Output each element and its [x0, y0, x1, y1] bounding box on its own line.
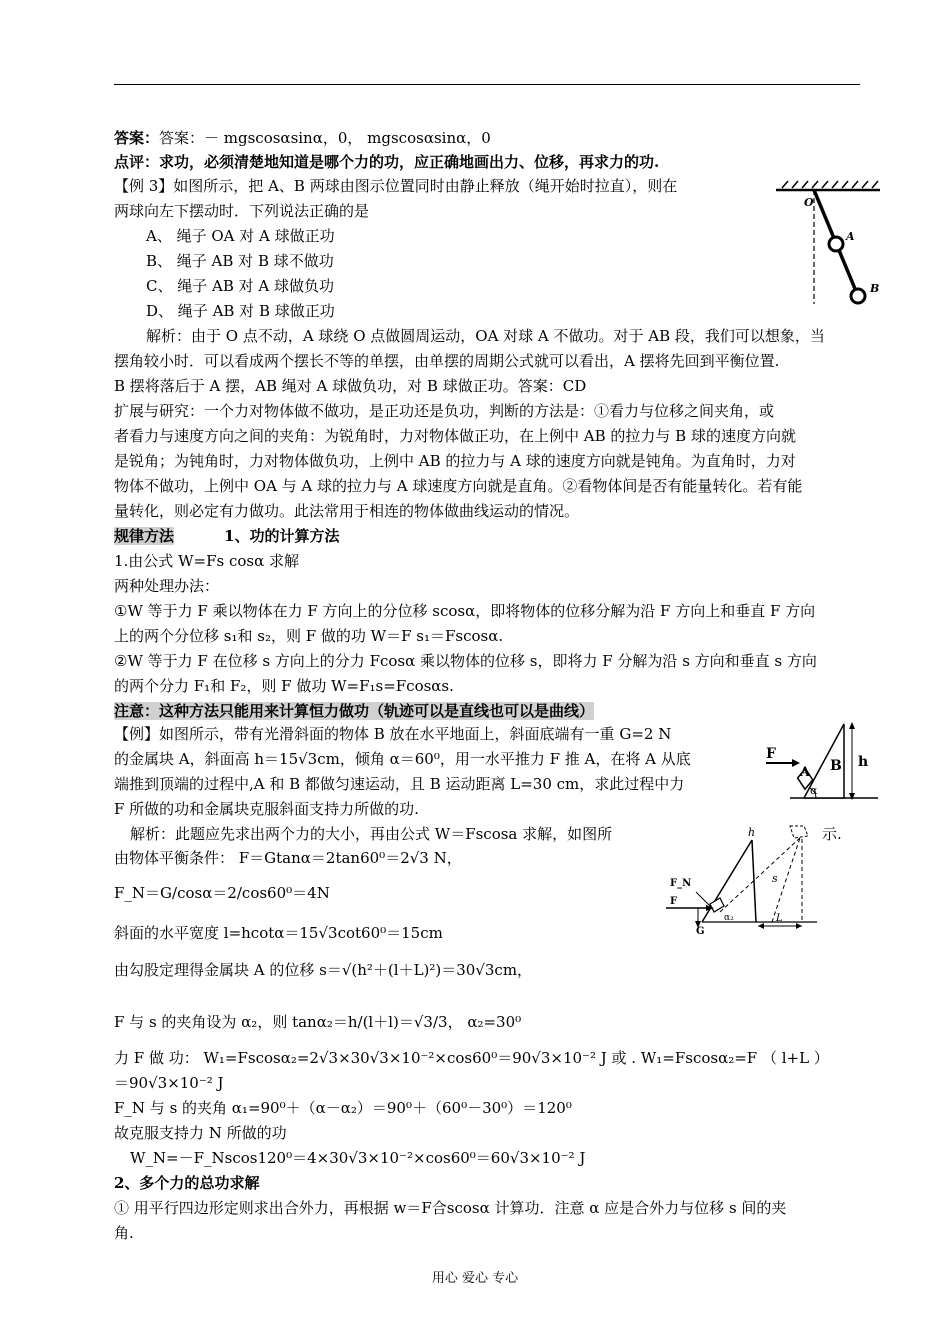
- extension-line4: 物体不做功，上例中 OA 与 A 球的拉力与 A 球速度方向就是直角。②看物体间是否有能量转化。若有能: [114, 477, 803, 495]
- label-b: B: [830, 758, 842, 774]
- equilibrium-line: 由物体平衡条件： F＝Gtanα＝2tan60⁰＝2√3 N，: [114, 849, 462, 867]
- label-alpha: α: [810, 784, 818, 797]
- note-line: 注意：这种方法只能用来计算恒力做功（轨迹可以是直线也可以是曲线）: [114, 702, 595, 720]
- answer-line: 答案：答案：－ mgscosαsinα，0， mgscosαsinα，0: [114, 129, 491, 147]
- analysis-line3: B 摆将落后于 A 摆，AB 绳对 A 球做负功，对 B 球做正功。答案：CD: [114, 377, 587, 395]
- extension-line5: 量转化，则必定有力做功。此法常用于相连的物体做曲线运动的情况。: [114, 502, 580, 520]
- pendulum-figure: [768, 176, 888, 311]
- extension-line1: 扩展与研究：一个力对物体做不做功，是正功还是负功，判断的方法是：①看力与位移之间夹角，或: [114, 402, 775, 420]
- ball-a: [829, 237, 843, 251]
- method1-title: 1.由公式 W=Fs cosα 求解: [114, 552, 299, 570]
- example-line3: 端推到顶端的过程中,A 和 B 都做匀速运动，且 B 运动距离 L=30 cm，求此过程中力: [114, 775, 685, 793]
- label-b: B: [870, 282, 880, 295]
- solution-line1-end: 示.: [822, 825, 842, 843]
- section-heading: 规律方法 1、功的计算方法: [114, 527, 340, 545]
- normal-force-formula: F_N＝G/cosα＝2/cos60⁰＝4N: [114, 884, 330, 902]
- method1-subtitle: 两种处理办法：: [114, 577, 220, 595]
- angle-line: F 与 s 的夹角设为 α₂，则 tanα₂＝h/(l＋l)＝√3/3， α₂=30⁰: [114, 1013, 522, 1031]
- label-l: L: [776, 913, 783, 924]
- comment-line: 点评：求功，必须清楚地知道是哪个力的功，应正确地画出力、位移，再求力的功.: [114, 153, 660, 171]
- incline-width-line: 斜面的水平宽度 l=hcotα＝15√3cot60⁰＝15cm: [114, 924, 443, 942]
- label-o: O: [804, 196, 814, 209]
- work-f-line: 力 F 做 功： W₁=Fscosα₂=2√3×30√3×10⁻²×cos60⁰＝90√3×10⁻² J 或 . W₁=Fscosα₂=F （ l+L ）: [114, 1049, 829, 1067]
- method2-line1: ① 用平行四边形定则求出合外力，再根据 w＝F合scosα 计算功．注意 α 应是合外力与位移 s 间的夹: [114, 1199, 787, 1217]
- work-fn-line: W_N=－F_Nscos120⁰＝4×30√3×10⁻²×cos60⁰＝60√3×10⁻² J: [130, 1149, 586, 1167]
- displacement-line: 由勾股定理得金属块 A 的位移 s＝√(h²＋(l＋L)²)＝30√3cm，: [114, 961, 533, 979]
- analysis-line1: 解析：由于 O 点不动，A 球绕 O 点做圆周运动，OA 对球 A 不做功。对于 AB 段，我们可以想象，当: [146, 327, 825, 345]
- section2-heading: 2、多个力的总功求解: [114, 1174, 260, 1192]
- label-fn: F_N: [670, 878, 692, 889]
- label-a: A: [846, 230, 855, 243]
- label-h: h: [748, 826, 756, 839]
- method1-way2-line1: ②W 等于力 F 在位移 s 方向上的分力 Fcosα 乘以物体的位移 s，即将力 F 分解为沿 s 方向和垂直 s 方向: [114, 652, 817, 670]
- method2-line2: 角.: [114, 1224, 134, 1242]
- displacement-s: [720, 836, 802, 912]
- label-f: F: [670, 896, 678, 907]
- method1-way2-line2: 的两个分力 F₁和 F₂，则 F 做功 W=F₁s=Fcosαs.: [114, 677, 454, 695]
- example-line1: 【例】如图所示，带有光滑斜面的物体 B 放在水平地面上，斜面底端有一重 G=2 N: [114, 725, 672, 743]
- force-fn: [696, 892, 712, 908]
- incline-figure: [764, 718, 880, 804]
- example3-line2: 两球向左下摆动时．下列说法正确的是: [114, 202, 370, 220]
- analysis-line2: 摆角较小时．可以看成两个摆长不等的单摆，由单摆的周期公式就可以看出，A 摆将先回到平衡位置.: [114, 352, 780, 370]
- label-h: h: [858, 754, 869, 770]
- fn-angle-line: F_N 与 s 的夹角 α₁=90⁰＋（α－α₂）＝90⁰＋（60⁰－30⁰）＝120⁰: [114, 1099, 572, 1117]
- label-alpha2: α₂: [724, 913, 734, 923]
- extension-line3: 是锐角；为钝角时，力对物体做负功，上例中 AB 的拉力与 A 球的速度方向就是钝角。为直角时，力对: [114, 452, 796, 470]
- method1-way1-line1: ①W 等于力 F 乘以物体在力 F 方向上的分位移 scosα，即将物体的位移分解为沿 F 方向上和垂直 F 方向: [114, 602, 816, 620]
- header-rule: [114, 84, 860, 85]
- work-f-result: ＝90√3×10⁻² J: [114, 1074, 224, 1092]
- page-footer: 用心 爱心 专心: [431, 1271, 519, 1286]
- work-fn-intro: 故克服支持力 N 所做的功: [114, 1124, 287, 1142]
- example3-line1: 【例 3】如图所示，把 A、B 两球由图示位置同时由静止释放（绳开始时拉直），则在: [114, 177, 678, 195]
- method1-way1-line2: 上的两个分位移 s₁和 s₂，则 F 做的功 W＝F s₁＝Fscosα.: [114, 627, 504, 645]
- extension-line2: 者看力与速度方向之间的夹角：为锐角时，力对物体做正功，在上例中 AB 的拉力与 B 球的速度方向就: [114, 427, 796, 445]
- analysis-figure: [662, 822, 822, 934]
- option-d: D、 绳子 AB 对 B 球做正功: [146, 302, 335, 320]
- label-f: F: [766, 746, 776, 762]
- example-line2: 的金属块 A，斜面高 h＝15√3cm，倾角 α＝60⁰，用一水平推力 F 推 A，在将 A 从底: [114, 750, 691, 768]
- solution-line1: 解析：此题应先求出两个力的大小，再由公式 W＝Fscosa 求解，如图所: [130, 825, 613, 843]
- label-a: A: [800, 765, 811, 780]
- option-b: B、 绳子 AB 对 B 球不做功: [146, 252, 334, 270]
- label-s: s: [772, 872, 778, 885]
- ball-b: [851, 289, 865, 303]
- option-c: C、 绳子 AB 对 A 球做负功: [146, 277, 335, 295]
- example-line4: F 所做的功和金属块克服斜面支持力所做的功.: [114, 800, 419, 818]
- label-g: G: [696, 926, 705, 934]
- option-a: A、 绳子 OA 对 A 球做正功: [146, 227, 335, 245]
